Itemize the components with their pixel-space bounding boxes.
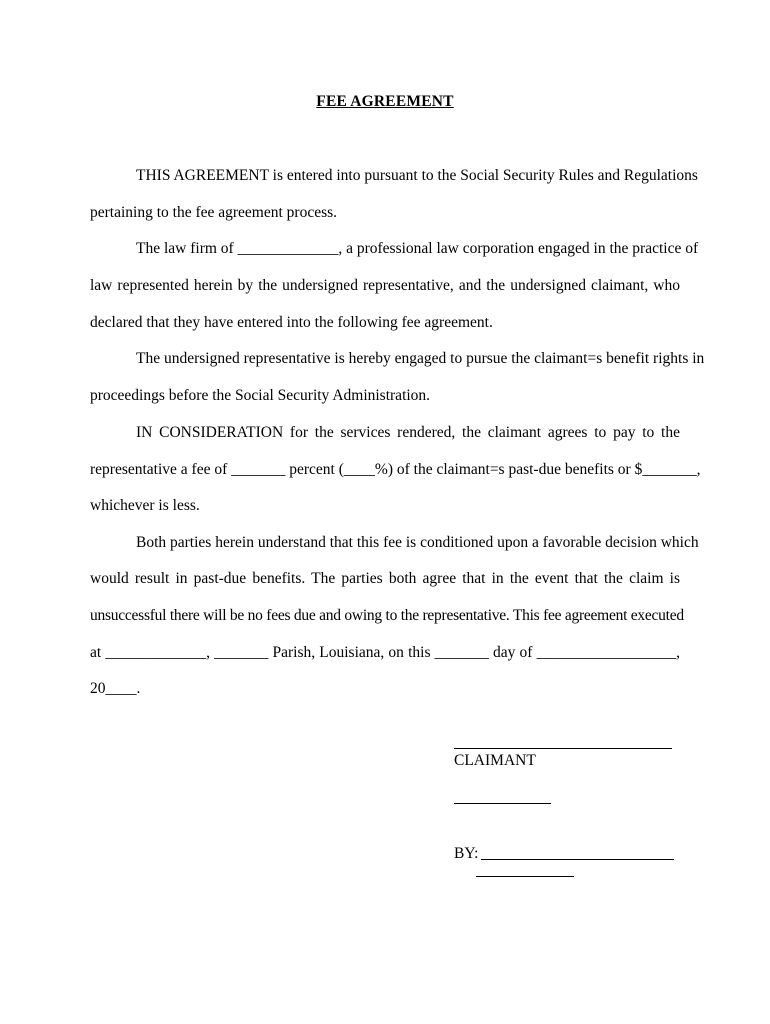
paragraph-line: representative a fee of _______ percent (____%) of the claimant=s past-due benefits or $_______,: [90, 461, 701, 478]
paragraph-line: proceedings before the Social Security Administration.: [90, 387, 431, 404]
document-title: FEE AGREEMENT: [316, 93, 454, 110]
paragraph-line: IN CONSIDERATION for the services rendered, the claimant agrees to pay to the: [136, 424, 680, 441]
paragraph-line: whichever is less.: [90, 497, 200, 514]
by-label: BY:: [454, 845, 479, 862]
paragraph-line: 20____.: [90, 680, 141, 697]
claimant-label: CLAIMANT: [454, 752, 536, 769]
paragraph-line: The law firm of _____________, a professional law corporation engaged in the practice of: [136, 240, 699, 257]
representative-date-line: [476, 876, 574, 877]
claimant-signature-line: [454, 748, 672, 749]
date-signature-line: [454, 803, 551, 804]
paragraph-line: law represented herein by the undersigned representative, and the undersigned claimant, who: [90, 277, 680, 294]
paragraph-line: unsuccessful there will be no fees due and owing to the representative. This fee agreement executed: [90, 607, 684, 624]
paragraph-line: at _____________, _______ Parish, Louisiana, on this _______ day of __________________,: [90, 644, 680, 661]
representative-signature-line: [481, 859, 674, 860]
paragraph-line: The undersigned representative is hereby engaged to pursue the claimant=s benefit rights in: [136, 350, 705, 367]
paragraph-line: would result in past-due benefits. The parties both agree that in the event that the claim is: [90, 570, 680, 587]
paragraph-line: THIS AGREEMENT is entered into pursuant to the Social Security Rules and Regulations: [136, 167, 698, 184]
paragraph-line: declared that they have entered into the following fee agreement.: [90, 314, 493, 331]
paragraph-line: pertaining to the fee agreement process.: [90, 204, 338, 221]
paragraph-line: Both parties herein understand that this fee is conditioned upon a favorable decision which: [136, 534, 699, 551]
